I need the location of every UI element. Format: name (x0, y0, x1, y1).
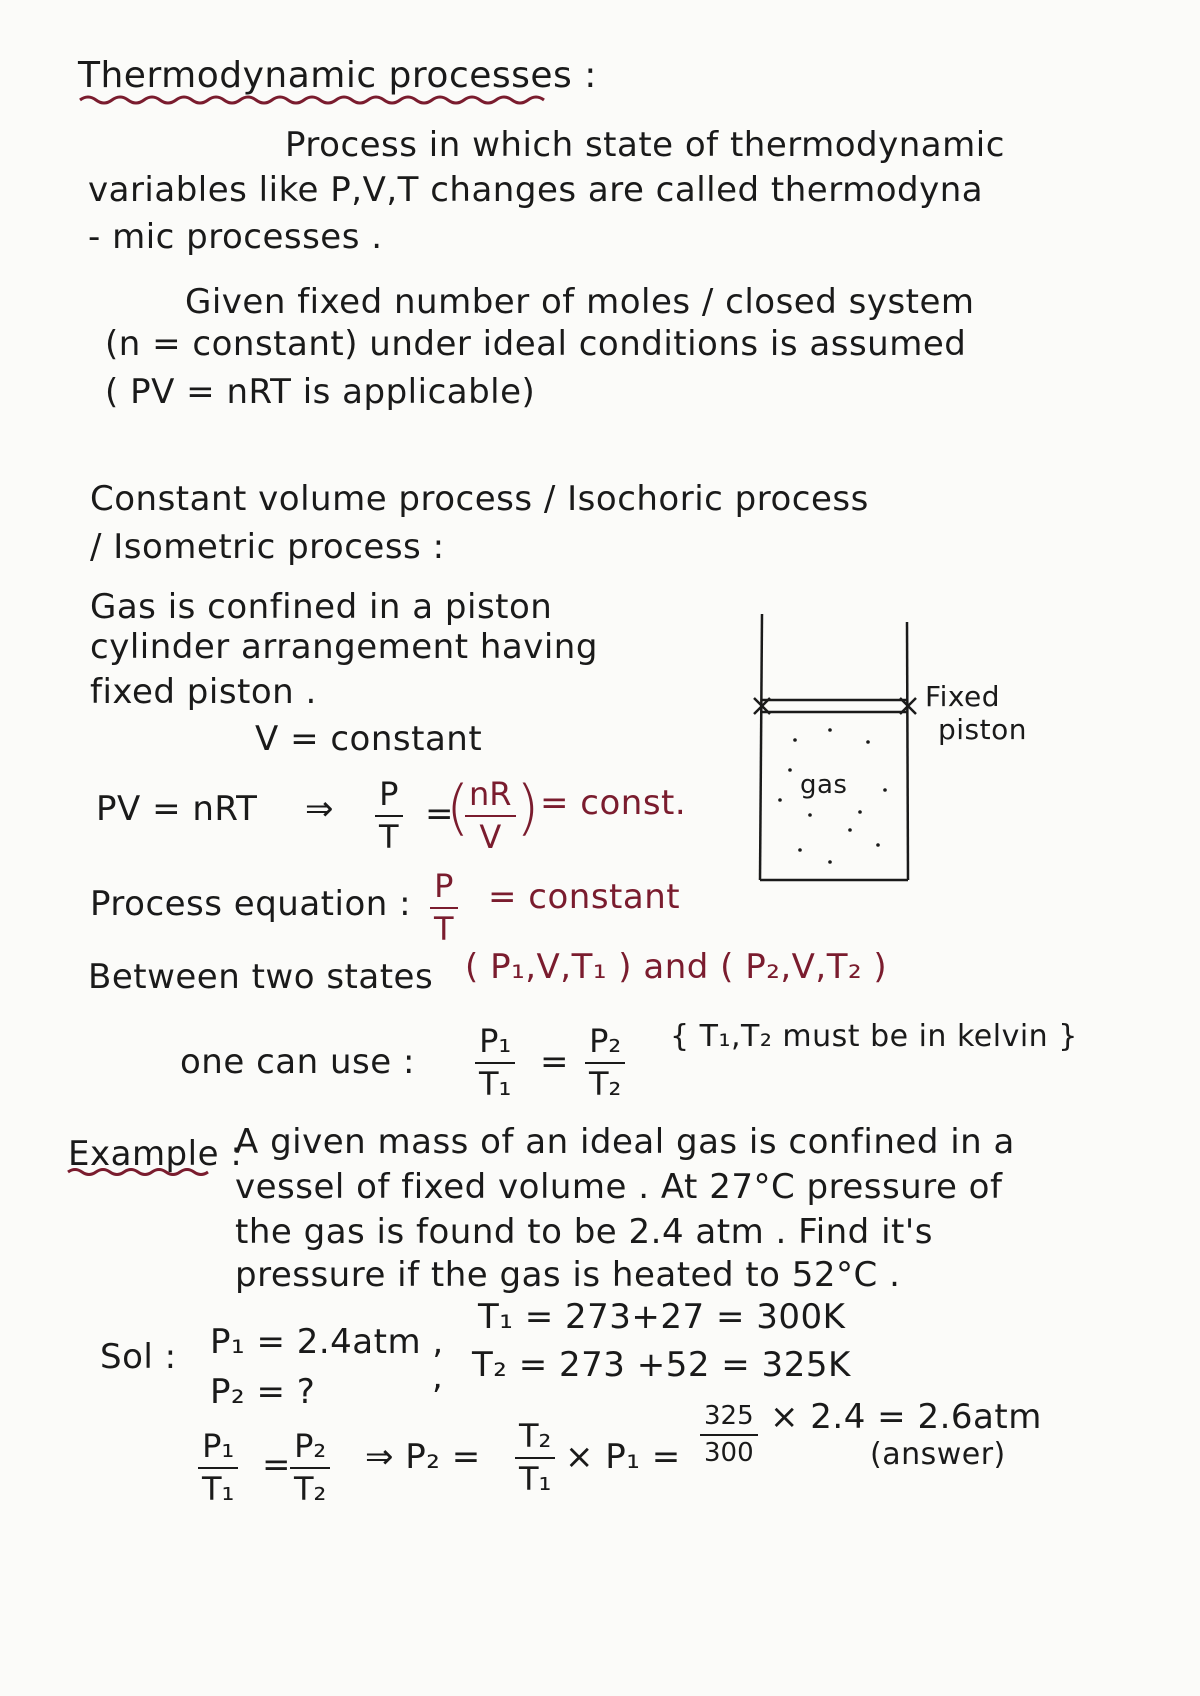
example-label: Example : (68, 1134, 243, 1174)
gas-label: gas (800, 770, 848, 800)
section-title-line-1: Constant volume process / Isochoric process (90, 479, 869, 519)
v-constant: V = constant (255, 719, 483, 759)
piston-label-1: Fixed (925, 680, 1001, 713)
example-line-1: A given mass of an ideal gas is confined in a (235, 1122, 1015, 1162)
implies-arrow: ⇒ (305, 789, 334, 829)
section-desc-line-2: cylinder arrangement having (90, 627, 598, 667)
fraction-denominator: T₂ (589, 1065, 622, 1103)
solution-label: Sol : (100, 1337, 177, 1377)
eq-rhs-fraction (290, 1427, 330, 1508)
fraction-numerator: P₁ (479, 1022, 512, 1060)
definition-line-2: variables like P,V,T changes are called thermodyna (88, 170, 984, 210)
fraction-numerator: P (379, 775, 399, 813)
times-p1: × P₁ = (565, 1437, 681, 1477)
fraction-denominator: V (479, 818, 502, 856)
page-title: Thermodynamic processes : (78, 55, 597, 96)
fraction-numerator: 325 (704, 1401, 754, 1431)
cylinder-right-wall (907, 622, 908, 880)
kelvin-note: { T₁,T₂ must be in kelvin } (670, 1019, 1078, 1054)
piston-label-2: piston (938, 713, 1027, 746)
equals-sign: = (425, 794, 454, 834)
heading-underline (80, 97, 544, 103)
t2-value: T₂ = 273 +52 = 325K (472, 1345, 851, 1385)
example-line-3: the gas is found to be 2.4 atm . Find it's (235, 1212, 933, 1252)
t2-over-t1-fraction (515, 1417, 555, 1498)
definition-line-1: Process in which state of thermodynamic (285, 125, 1005, 165)
section-desc-line-1: Gas is confined in a piston (90, 587, 553, 627)
p2-formula: ⇒ P₂ = (365, 1437, 481, 1477)
fraction-denominator: T₂ (294, 1470, 327, 1508)
fraction-numerator: P₂ (294, 1427, 327, 1465)
fraction-numerator: P₁ (202, 1427, 235, 1465)
eq-lhs-fraction (198, 1427, 238, 1508)
states-text: ( P₁,V,T₁ ) and ( P₂,V,T₂ ) (465, 947, 888, 987)
answer-label: (answer) (870, 1437, 1006, 1472)
t2-comma: , (432, 1357, 444, 1397)
fraction-numerator: P₂ (589, 1022, 622, 1060)
example-line-2: vessel of fixed volume . At 27°C pressure of (235, 1167, 1003, 1207)
one-can-use-label: one can use : (180, 1042, 415, 1082)
section-desc-line-3: fixed piston . (90, 672, 317, 712)
fraction-denominator: T₁ (202, 1470, 235, 1508)
definition-line-3: - mic processes . (88, 217, 383, 257)
equals-sign: = (540, 1042, 569, 1082)
fraction-numerator: P (434, 867, 454, 905)
pv-nrt: PV = nRT (96, 789, 258, 829)
process-equation-label: Process equation : (90, 884, 412, 924)
fraction-denominator: T₁ (479, 1065, 512, 1103)
result-value: × 2.4 = 2.6atm (770, 1397, 1042, 1437)
const-text: = const. (540, 783, 687, 823)
assumption-line-1: Given fixed number of moles / closed system (185, 282, 975, 322)
assumption-line-3: ( PV = nRT is applicable) (105, 372, 536, 412)
fraction-325-over-300 (700, 1403, 758, 1466)
fraction-denominator: T (434, 910, 454, 948)
process-equation-rhs: = constant (488, 877, 681, 917)
p2-value: P₂ = ? (210, 1372, 316, 1412)
between-states-label: Between two states (88, 957, 434, 997)
cylinder-left-wall (760, 614, 762, 880)
left-paren: ( (446, 773, 470, 843)
example-line-4: pressure if the gas is heated to 52°C . (235, 1255, 901, 1295)
fraction-numerator: T₂ (519, 1417, 552, 1455)
fraction-denominator: 300 (704, 1438, 754, 1468)
fraction-numerator: nR (469, 775, 512, 813)
section-title-line-2: / Isometric process : (90, 527, 445, 567)
p1-value: P₁ = 2.4atm , (210, 1322, 444, 1362)
fraction-denominator: T₁ (519, 1460, 552, 1498)
right-paren: ) (516, 773, 540, 843)
fraction-denominator: T (379, 818, 399, 856)
t1-value: T₁ = 273+27 = 300K (478, 1297, 846, 1337)
equals-sign: = (262, 1445, 291, 1485)
assumption-line-2: (n = constant) under ideal conditions is assumed (105, 324, 967, 364)
